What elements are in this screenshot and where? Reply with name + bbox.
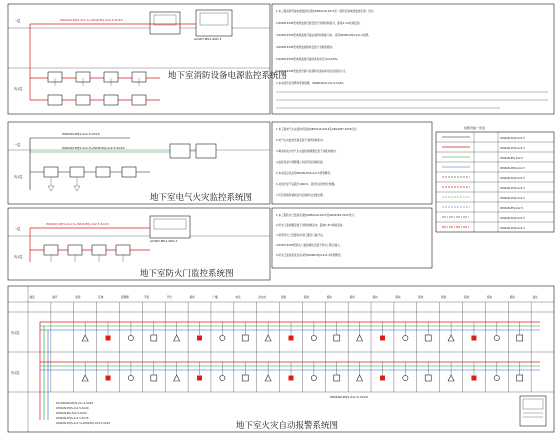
electrical-fire-monitor: [170, 144, 190, 158]
module-icon: [151, 335, 157, 341]
alarm-icon: [174, 375, 180, 381]
panel4-header-label: 模块: [303, 296, 310, 299]
panel4-header-labels: [30, 295, 539, 299]
module-icon: [151, 375, 157, 381]
panel1-note: 7.本系统所有线缆均穿管暗敷，WDZN-RYJS-2x1.5-SC20。: [276, 82, 346, 85]
panel3-note: 2.防火门监控器安装于消防控制室内，距地1.3m挂墙安装。: [276, 224, 345, 227]
panel4-cable-note: WDZAN-RYJS-2x1.5-SC15: [56, 417, 89, 420]
panel3-notes: [276, 213, 357, 257]
panel4-header-label: 模块: [326, 296, 332, 299]
panel1-note: 5.RXPM-P100型电源监控设备的供电电压为AC220V。: [276, 58, 340, 61]
panel4-header-label: 模块: [486, 296, 493, 299]
panel4-header-label: 模块: [509, 296, 515, 299]
alarm-icon: [265, 335, 271, 341]
power-monitor-cabinet: [150, 12, 180, 34]
alarm-icon: [357, 375, 363, 381]
manual-call-point-icon: [380, 336, 385, 341]
panel2-frame: [8, 122, 270, 204]
panel3-floor-a: 一层: [14, 227, 21, 231]
panel4-frame: [8, 286, 554, 432]
legend-row-text: WDZAN-RYJS-2x1.5: [500, 147, 525, 150]
panel2-note: 1.本工程电气火灾监控系统按GB50116-2013及GB14287-2005设计。: [276, 128, 360, 131]
module-icon: [517, 335, 523, 341]
panel1-notes: [276, 9, 548, 108]
manual-call-point-icon: [289, 336, 294, 341]
detector-icon: [311, 335, 316, 340]
panel-electrical-fire-monitoring: [8, 122, 432, 204]
module-icon: [334, 375, 340, 381]
manual-call-point-icon: [471, 376, 476, 381]
panel4-header-label: 消火栓: [258, 296, 266, 299]
panel3-note: 3.常开防火门设置电动闭门器及门磁开关。: [276, 234, 326, 237]
panel4-header-label: 消防: [75, 296, 81, 299]
alarm-icon: [265, 375, 271, 381]
panel1-note: 4.RXPM-P100型电源监控模块安装于各配电箱内。: [276, 46, 335, 49]
panel-power-monitoring: [8, 4, 554, 114]
power-monitor-host: [196, 10, 232, 36]
panel1-floor-b: 负1层: [14, 87, 23, 91]
panel4-header-label: 备注: [532, 296, 538, 299]
panel4-floor-a: 负1层: [11, 331, 20, 335]
panel2-floor-b: 负1层: [14, 175, 23, 179]
legend-row-text: WDZAN-RYJS-2x1.5: [500, 197, 525, 200]
panel4-cable-note: WDZAN-RYJS-2x1.5+WDZ-BYJ-2x2.5-SC20: [56, 422, 111, 425]
panel2-note: 6.总线长度不宜超过1000m，超过时应增设中继器。: [276, 183, 337, 186]
manual-call-point-icon: [471, 336, 476, 341]
manual-call-point-icon: [106, 336, 111, 341]
panel3-title: 地下室防火门监控系统图: [140, 269, 234, 279]
module-icon: [425, 335, 431, 341]
panel4-header-label: 模块: [395, 296, 401, 299]
panel2-note: 4.监控设备与探测器之间采用总线制连接。: [276, 161, 326, 164]
detector-icon: [494, 335, 499, 340]
panel3-note: 1.本工程防火门监控系统按GB50116-2013及GB29364-2012设计。: [276, 214, 357, 217]
panel2-bus-label: WDZAN-RYJS-2x1.5-SC15: [62, 132, 100, 136]
fire-alarm-controller: [520, 396, 546, 426]
panel2-note: 3.剩余电流式电气火灾监控探测器安装于各配电箱内。: [276, 150, 339, 153]
panel4-header-label: 手报: [143, 296, 150, 299]
legend-row-text: WDZAN-BYJ-2x2.5: [500, 207, 524, 210]
panel4-cable-notes: [56, 401, 110, 425]
alarm-icon: [357, 335, 363, 341]
panel3-monitor-label: ACSDY-MS1-2KD-1: [150, 239, 178, 243]
manual-call-point-icon: [197, 336, 202, 341]
panel2-note: 7.所有穿墙穿楼板处均应做防火封堵处理。: [276, 194, 326, 197]
detector-icon: [128, 375, 133, 380]
panel1-modules-row1: [48, 72, 146, 86]
legend-table: [436, 125, 554, 232]
panel4-header-label: 广播: [212, 296, 218, 299]
legend-title: 线缆设备一览表: [464, 126, 486, 130]
alarm-icon: [174, 335, 180, 341]
panel4-header-label: 模块: [372, 296, 378, 299]
panel4-header-label: 电话: [235, 296, 241, 299]
alarm-icon: [448, 335, 454, 341]
panel1-floor-a: 一层: [14, 19, 21, 23]
manual-call-point-icon: [289, 376, 294, 381]
panel4-bus-label: WDZAN-RYJS-2x1.5-SC20: [330, 395, 368, 399]
module-icon: [425, 375, 431, 381]
detector-icon: [220, 375, 225, 380]
panel4-header-label: 模块: [281, 296, 287, 299]
panel4-title: 地下室火灾自动报警系统图: [236, 421, 339, 431]
panel3-door-modules: [44, 245, 130, 262]
panel4-cable-note: WDZAN-RYJS-2x1.5-SC20: [56, 407, 89, 410]
detector-icon: [403, 335, 408, 340]
legend-row-text: WDZAN-RYJS-2x1.5: [500, 167, 525, 170]
panel4-cable-note: ZC-WDZAN-RYJS-2x1.5-SC20: [56, 402, 93, 405]
panel2-note: 2.电气火灾监控设备安装于消防控制室内。: [276, 139, 326, 142]
panel1-note: 6.RXPM-P100型监控设备与各现场设备间采用总线连接方式。: [276, 70, 348, 73]
legend-row-text: WDZAN-RYJS-2x1.5: [500, 227, 525, 230]
module-icon: [334, 335, 340, 341]
panel4-cable-note: WDZAN-BYJ-3x2.5-SC20: [56, 412, 87, 415]
panel4-header-label: 模块: [464, 296, 470, 299]
panel4-header-label: 模块: [441, 296, 447, 299]
panel3-bus-label: WDZAN-RYJS-2x1.5+WDZ-BYJ-2x2.5-SC20: [46, 222, 109, 226]
panel4-floor-b: 负1层: [11, 371, 20, 375]
panel4-header-label: 模块: [418, 296, 424, 299]
panel1-bus-label: WDZAN-RYJS-2x1.5+WDZ-BYJ-2x2.5-SC20: [60, 18, 123, 22]
legend-row-text: WDZAN-RYJS-2x1.5: [500, 177, 525, 180]
detector-icon: [403, 375, 408, 380]
panel2-floor-a: 一层: [14, 143, 21, 147]
panel2-bus-label-2: WDZAN-RYJS-2x1.5+WDZ-BYJ-2x2.5-SC20: [62, 146, 125, 150]
panel4-header-label: 楼层: [29, 296, 35, 299]
panel4-header-label: 模块: [189, 296, 195, 299]
panel2-note: 5.本系统总线采用WDZN-RYJS-2x1.5穿管敷设。: [276, 172, 333, 175]
panel2-title: 地下室电气火灾监控系统图: [150, 193, 253, 203]
module-icon: [242, 375, 248, 381]
detector-icon: [128, 335, 133, 340]
legend-row-text: WDZAN-RYJS-2x1.5: [500, 187, 525, 190]
legend-rows: [436, 136, 554, 230]
panel3-note: 4.RXFM-P100型防火门监控模块安装于防火门附近墙上。: [276, 244, 343, 247]
detector-icon: [220, 335, 225, 340]
panel3-floor-b: 负1层: [14, 255, 23, 259]
fire-door-monitor: [150, 216, 190, 238]
manual-call-point-icon: [197, 376, 202, 381]
manual-call-point-icon: [106, 376, 111, 381]
alarm-icon: [82, 335, 88, 341]
panel4-header-label: 探测器: [120, 296, 129, 299]
panel3-notes-frame: [272, 208, 432, 268]
alarm-icon: [448, 375, 454, 381]
panel1-note: 3.RXPM-P100型电源监控设备由消防控制室引来，采用WDZN-RYJS-2x1.5线缆。: [276, 34, 371, 37]
panel1-monitor-label: ACSDY-MS1-2KD-1: [194, 37, 222, 41]
panel2-detectors: [44, 167, 136, 191]
panel4-header-label: 编号: [52, 296, 58, 299]
alarm-icon: [82, 375, 88, 381]
panel-fire-alarm-system: [8, 286, 554, 432]
panel2-notes: [276, 127, 359, 197]
manual-call-point-icon: [380, 376, 385, 381]
legend-row-text: WDZAN-RYJS-2x1.5: [500, 217, 525, 220]
panel1-title: 地下室消防设备电源监控系统图: [168, 71, 288, 81]
module-icon: [517, 375, 523, 381]
module-icon: [242, 335, 248, 341]
panel4-header-label: 区域: [98, 296, 104, 299]
detector-icon: [311, 375, 316, 380]
panel-fire-door-monitoring: [8, 208, 432, 280]
legend-row-text: WDZAN-BYJ-2x2.5: [500, 157, 524, 160]
panel4-header-label: 声光: [166, 296, 172, 299]
panel1-note: 2.RXPM-P100型电源监控设备安装于消防控制室内，距地1.3m挂墙安装。: [276, 22, 363, 25]
legend-row-text: WDZAN-RYJS-2x1.5: [500, 137, 525, 140]
panel3-note: 5.防火门监控系统总线采用WDZN-RYJS-2x1.5穿管敷设。: [276, 254, 344, 257]
detector-icon: [494, 375, 499, 380]
panel4-header-label: 模块: [349, 296, 355, 299]
panel1-note: 1.本工程消防设备电源监控系统按GB50116-2013及《消防设备电源监控系统》设计。: [276, 10, 376, 13]
